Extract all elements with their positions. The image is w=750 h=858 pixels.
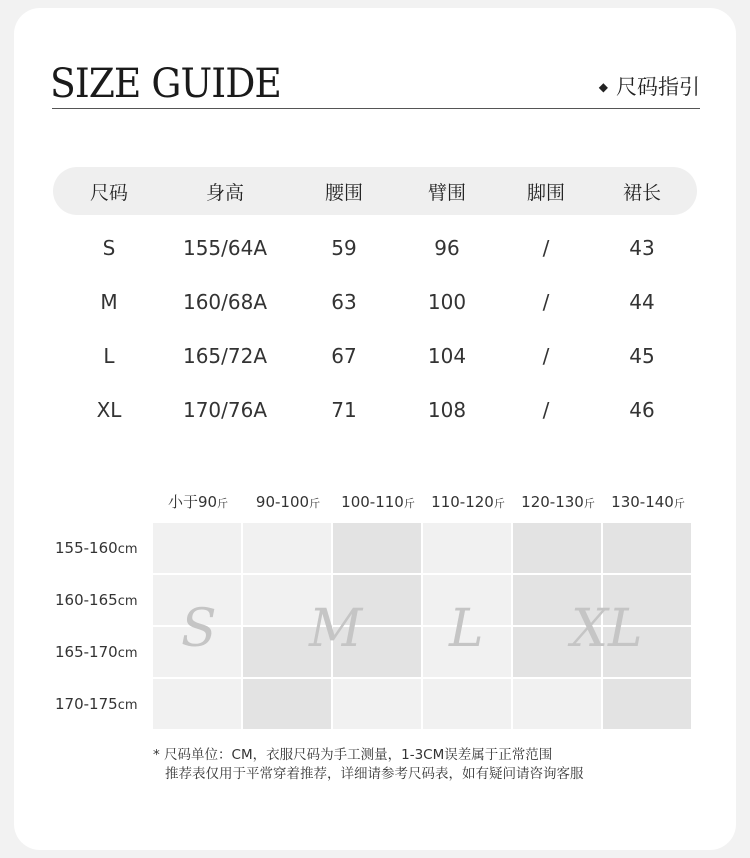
cell-size: M bbox=[100, 290, 118, 314]
subtitle bbox=[599, 72, 700, 102]
weight-header bbox=[153, 490, 693, 516]
cell-height: 165/72A bbox=[182, 344, 268, 368]
weight-column-label: 100-110斤 bbox=[341, 493, 415, 511]
cell-waist: 71 bbox=[331, 398, 357, 422]
grid-cell bbox=[333, 679, 421, 729]
footnote-line: 推荐表仅用于平常穿着推荐，详细请参考尺码表，如有疑问请咨询客服 bbox=[165, 766, 584, 782]
table-row bbox=[53, 275, 697, 329]
size-table bbox=[53, 167, 697, 437]
height-row-label: 160-165cm bbox=[55, 591, 138, 609]
weight-column-label: 90-100斤 bbox=[255, 493, 321, 511]
page-title: SIZE GUIDE bbox=[50, 61, 281, 107]
weight-column-label: 小于90斤 bbox=[167, 493, 229, 511]
cell-arm: 96 bbox=[434, 236, 460, 260]
header-arm: 臂围 bbox=[427, 181, 466, 204]
grid-cell bbox=[423, 523, 511, 573]
grid-cell bbox=[603, 523, 691, 573]
grid-cell bbox=[513, 523, 601, 573]
cell-length: 44 bbox=[629, 290, 655, 314]
cell-height: 155/64A bbox=[182, 236, 268, 260]
grid-cell bbox=[153, 523, 241, 573]
cell-size: XL bbox=[96, 398, 122, 422]
height-row-label: 155-160cm bbox=[55, 539, 138, 557]
size-zone-l: L bbox=[449, 599, 484, 659]
weight-column-label: 130-140斤 bbox=[611, 493, 685, 511]
cell-waist: 59 bbox=[331, 236, 357, 260]
header-size: 尺码 bbox=[89, 181, 128, 204]
cell-arm: 104 bbox=[427, 344, 467, 368]
cell-foot: / bbox=[542, 236, 550, 260]
cell-height: 170/76A bbox=[182, 398, 268, 422]
height-row-label: 170-175cm bbox=[55, 695, 138, 713]
size-zone-m: M bbox=[309, 599, 363, 659]
grid-cell bbox=[423, 679, 511, 729]
cell-length: 43 bbox=[629, 236, 655, 260]
cell-size: S bbox=[102, 236, 116, 260]
weight-column-label: 120-130斤 bbox=[521, 493, 595, 511]
cell-size: L bbox=[103, 344, 115, 368]
cell-arm: 108 bbox=[427, 398, 467, 422]
table-row bbox=[53, 221, 697, 275]
cell-height: 160/68A bbox=[182, 290, 268, 314]
height-labels bbox=[55, 522, 138, 730]
header-height: 身高 bbox=[205, 181, 244, 204]
header-waist: 腰围 bbox=[324, 181, 363, 204]
size-table-header bbox=[53, 167, 697, 215]
grid-cell bbox=[603, 679, 691, 729]
cell-foot: / bbox=[542, 290, 550, 314]
weight-column-label: 110-120斤 bbox=[431, 493, 505, 511]
cell-foot: / bbox=[542, 398, 550, 422]
grid-cell bbox=[243, 523, 331, 573]
size-zone-s: S bbox=[181, 599, 217, 659]
size-zone-xl: XL bbox=[571, 599, 643, 659]
header-length: 裙长 bbox=[622, 181, 661, 204]
cell-waist: 67 bbox=[331, 344, 357, 368]
table-row bbox=[53, 383, 697, 437]
grid-cell bbox=[153, 679, 241, 729]
footnote-line: * 尺码单位：CM，衣服尺码为手工测量，1-3CM误差属于正常范围 bbox=[153, 747, 553, 763]
grid-cell bbox=[513, 679, 601, 729]
subtitle-text: 尺码指引 bbox=[616, 75, 700, 99]
title-divider bbox=[52, 108, 700, 109]
grid-cell bbox=[243, 679, 331, 729]
cell-foot: / bbox=[542, 344, 550, 368]
header-foot: 脚围 bbox=[526, 181, 565, 204]
cell-length: 46 bbox=[629, 398, 655, 422]
table-row bbox=[53, 329, 697, 383]
grid-cell bbox=[333, 523, 421, 573]
recommendation-grid bbox=[153, 523, 693, 731]
cell-waist: 63 bbox=[331, 290, 357, 314]
footnote bbox=[153, 746, 584, 784]
diamond-icon: ◆ bbox=[598, 80, 608, 94]
height-row-label: 165-170cm bbox=[55, 643, 138, 661]
cell-length: 45 bbox=[629, 344, 655, 368]
cell-arm: 100 bbox=[427, 290, 467, 314]
